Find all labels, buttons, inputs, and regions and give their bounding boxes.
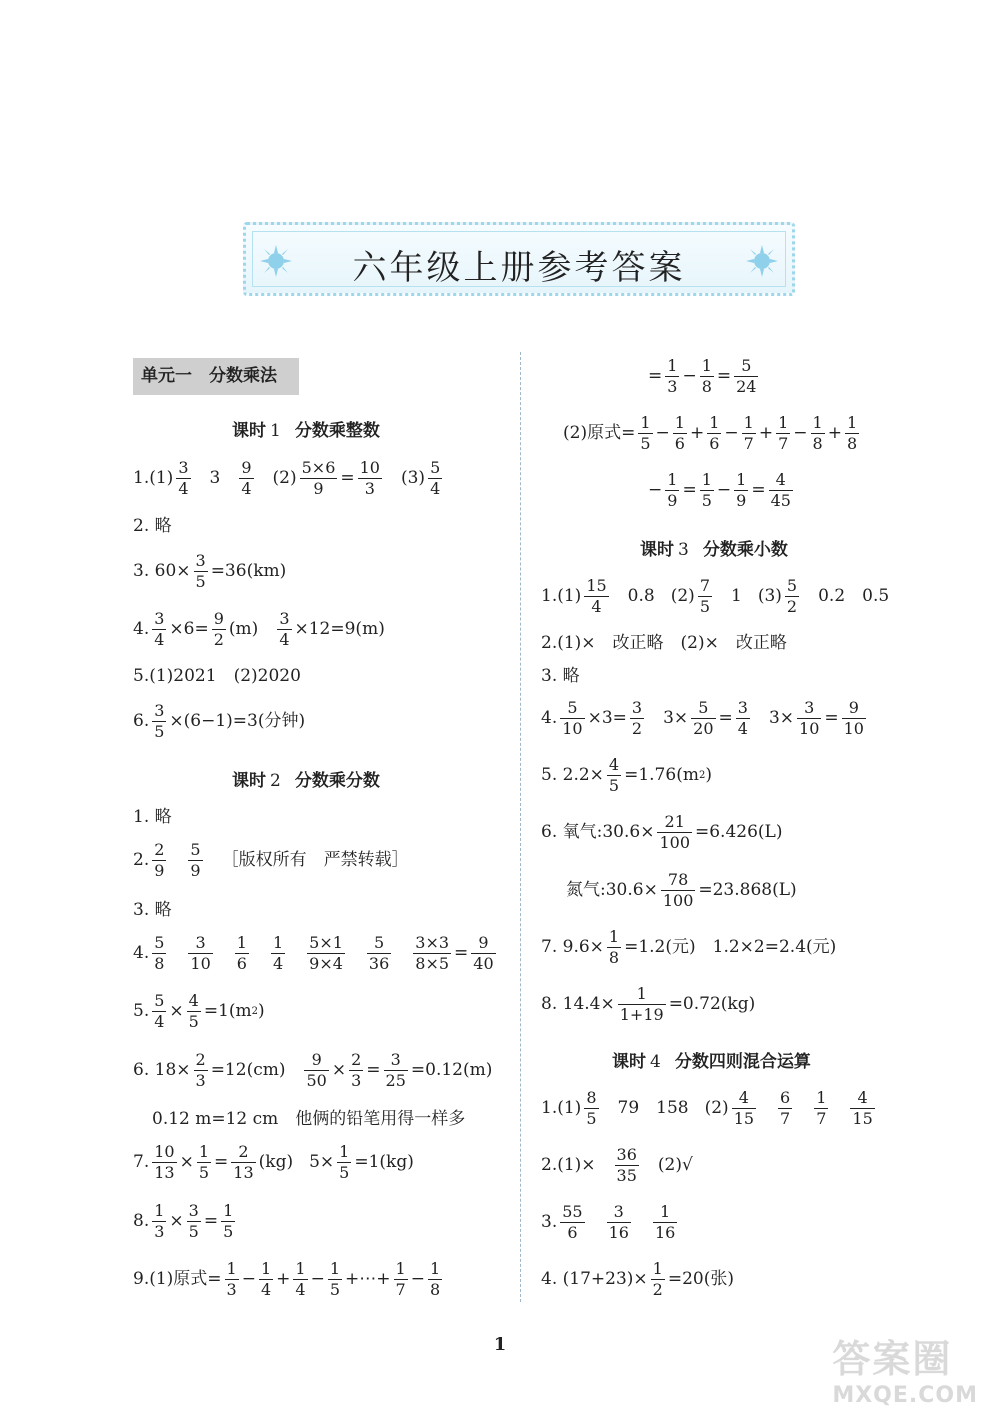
title-banner	[243, 222, 795, 296]
watermark-url: MXQE.COM	[832, 1383, 978, 1408]
answer-4-3: 3. $\frac{55}{6}$ $\frac{3}{16}$ $\frac{1}{16}$	[541, 1202, 676, 1242]
answer-1-4: 4. $\frac{3}{4}$ ×6= $\frac{9}{2}$ (m) $\frac{3}{4}$ ×12=9(m)	[133, 609, 385, 649]
answer-3-8: 8. 14.4× $\frac{1}{1+19}$ =0.72(kg)	[541, 984, 756, 1024]
lesson-2-heading: 课时 2 分数乘分数	[232, 771, 380, 791]
lesson-4-heading: 课时 4 分数四则混合运算	[612, 1052, 811, 1072]
column-divider	[520, 352, 521, 1302]
page-number: 1	[493, 1334, 507, 1355]
answer-2-9-2: (2)原式= $\frac{1}{5}$ − $\frac{1}{6}$ + $\frac{1}{6}$ − $\frac{1}{7}$ + $\frac{1}{7}$ − $\frac{1}{8}$ + $\frac{1}{8}$	[563, 413, 858, 453]
answer-3-6-oxygen: 6. 氧气:30.6× $\frac{21}{100}$ =6.426(L)	[541, 812, 783, 852]
page-title: 六年级上册参考答案	[352, 248, 686, 288]
answer-3-3: 3. 略	[541, 666, 580, 686]
answer-2-9-cont: = $\frac{1}{3}$ − $\frac{1}{8}$ = $\frac{5}{24}$	[648, 356, 757, 396]
watermark-text: 答案圈	[832, 1337, 953, 1381]
answer-2-6-note: 0.12 m=12 cm 他俩的铅笔用得一样多	[152, 1109, 466, 1129]
answer-1-3: 3. 60× $\frac{3}{5}$ =36(km)	[133, 551, 287, 591]
answer-2-2: 2. $\frac{2}{9}$ $\frac{5}{9}$ ［版权所有 严禁转载］	[133, 840, 409, 880]
watermark	[832, 1328, 978, 1408]
answer-1-6: 6. $\frac{3}{5}$ ×(6−1)=3(分钟)	[133, 701, 306, 741]
answer-1-1: 1.(1) $\frac{3}{4}$ 3 $\frac{9}{4}$ (2) $\frac{5\times 6}{9}$ = $\frac{10}{3}$ (3) $\frac{5}{4}$	[133, 458, 441, 498]
answer-2-8: 8. $\frac{1}{3}$ × $\frac{3}{5}$ = $\frac{1}{5}$	[133, 1201, 234, 1241]
answer-3-5: 5. 2.2× $\frac{4}{5}$ =1.76(m 2 )	[541, 755, 712, 795]
answer-2-9-2-cont: − $\frac{1}{9}$ = $\frac{1}{5}$ − $\frac{1}{9}$ = $\frac{4}{45}$	[648, 470, 791, 510]
answer-2-7: 7. $\frac{10}{13}$ × $\frac{1}{5}$ = $\frac{2}{13}$ (kg) 5× $\frac{1}{5}$ =1(kg)	[133, 1142, 414, 1182]
sun-decoration-icon	[746, 245, 778, 277]
lesson-1-heading: 课时 1 分数乘整数	[232, 421, 380, 441]
answer-3-4: 4. $\frac{5}{10}$ ×3= $\frac{3}{2}$ 3× $\frac{5}{20}$ = $\frac{3}{4}$ 3× $\frac{3}{10}$ = $\frac{9}{10}$	[541, 698, 864, 738]
answer-4-2: 2.(1)× $\frac{36}{35}$ (2)√	[541, 1145, 693, 1185]
answer-2-4: 4. $\frac{5}{8}$ $\frac{3}{10}$ $\frac{1}{6}$ $\frac{1}{4}$ $\frac{5\times 1}{9\times 4}$ $\frac{5}{36}$ $\frac{3\times 3}{8\times 5}$ = $\frac{9}{40}$	[133, 933, 494, 973]
answer-2-9: 9.(1)原式= $\frac{1}{3}$ − $\frac{1}{4}$ + $\frac{1}{4}$ − $\frac{1}{5}$ +⋯+ $\frac{1}{7}$ − $\frac{1}{8}$	[133, 1259, 441, 1299]
unit-heading: 单元一 分数乘法	[133, 358, 299, 395]
answer-2-6: 6. 18× $\frac{2}{3}$ =12(cm) $\frac{9}{50}$ × $\frac{2}{3}$ = $\frac{3}{25}$ =0.12(m)	[133, 1050, 493, 1090]
answer-3-2: 2.(1)× 改正略 (2)× 改正略	[541, 633, 787, 653]
answer-4-4: 4. (17+23)× $\frac{1}{2}$ =20(张)	[541, 1259, 734, 1299]
answer-2-5: 5. $\frac{5}{4}$ × $\frac{4}{5}$ =1(m 2 )	[133, 991, 265, 1031]
answer-3-7: 7. 9.6× $\frac{1}{8}$ =1.2(元) 1.2×2=2.4(元)	[541, 927, 837, 967]
answer-1-5: 5.(1)2021 (2)2020	[133, 666, 301, 686]
answer-1-2: 2. 略	[133, 516, 172, 536]
answer-3-6-nitrogen: 氮气:30.6× $\frac{78}{100}$ =23.868(L)	[566, 870, 797, 910]
lesson-3-heading: 课时 3 分数乘小数	[640, 540, 788, 560]
answer-2-1: 1. 略	[133, 807, 172, 827]
answer-4-1: 1.(1) $\frac{8}{5}$ 79 158 (2) $\frac{4}{15}$ $\frac{6}{7}$ $\frac{1}{7}$ $\frac{4}{15}$	[541, 1088, 873, 1128]
answer-3-1: 1.(1) $\frac{15}{4}$ 0.8 (2) $\frac{7}{5}$ 1 (3) $\frac{5}{2}$ 0.2 0.5	[541, 576, 890, 616]
answer-2-3: 3. 略	[133, 900, 172, 920]
